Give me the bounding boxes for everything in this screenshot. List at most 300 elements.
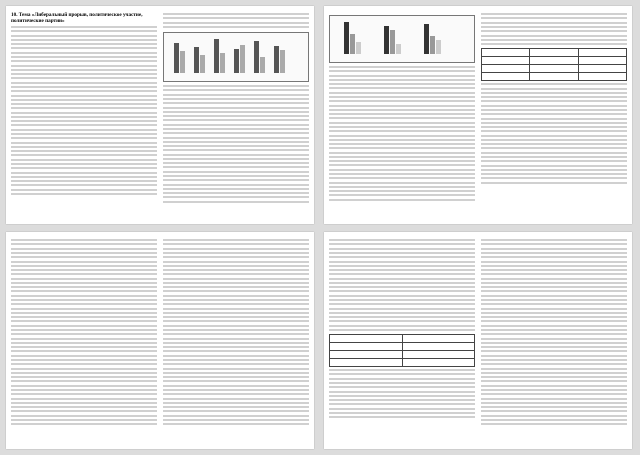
text-line <box>11 77 157 80</box>
text-line <box>11 107 157 110</box>
text-line <box>163 312 309 315</box>
text-line <box>481 177 627 180</box>
text-line <box>329 177 475 180</box>
text-line <box>163 419 309 422</box>
text-line <box>11 372 157 375</box>
text-line <box>481 303 627 306</box>
text-line <box>163 380 309 383</box>
page-2-right-column <box>481 12 627 220</box>
table-cell <box>578 73 626 81</box>
text-line <box>329 378 475 381</box>
chart-bar <box>390 30 395 54</box>
text-line <box>481 393 627 396</box>
text-line <box>481 248 627 251</box>
text-line <box>11 39 157 42</box>
text-line <box>163 333 309 336</box>
text-line <box>163 149 309 152</box>
chart-bar <box>344 22 349 54</box>
text-line <box>329 126 475 129</box>
text-line <box>163 350 309 353</box>
text-line <box>163 316 309 319</box>
text-line <box>163 196 309 199</box>
table-cell <box>330 359 403 367</box>
table-cell <box>530 57 578 65</box>
text-line <box>329 199 475 202</box>
text-line <box>11 385 157 388</box>
text-line <box>11 393 157 396</box>
text-line <box>481 165 627 168</box>
text-line <box>329 173 475 176</box>
text-line <box>11 295 157 298</box>
text-line <box>481 389 627 392</box>
text-line <box>11 47 157 50</box>
text-line <box>481 346 627 349</box>
text-line <box>481 113 627 116</box>
text-line <box>163 368 309 371</box>
text-line <box>481 122 627 125</box>
page-3-right-column <box>163 238 309 445</box>
table-cell <box>330 335 403 343</box>
text-line <box>481 350 627 353</box>
table-cell <box>482 49 530 57</box>
text-line <box>329 92 475 95</box>
text-line <box>329 143 475 146</box>
text-line <box>163 201 309 204</box>
text-line <box>11 180 157 183</box>
text-line <box>481 380 627 383</box>
text-line <box>163 372 309 375</box>
text-line <box>163 128 309 131</box>
text-line <box>329 139 475 142</box>
text-line <box>11 410 157 413</box>
chart-bar <box>180 51 185 73</box>
text-line <box>163 256 309 259</box>
text-line <box>11 69 157 72</box>
text-line <box>329 290 475 293</box>
text-line <box>11 73 157 76</box>
text-line <box>481 243 627 246</box>
text-line <box>329 117 475 120</box>
text-line <box>11 256 157 259</box>
text-line <box>163 188 309 191</box>
text-line <box>11 269 157 272</box>
text-line <box>481 423 627 426</box>
text-line <box>11 154 157 157</box>
text-line <box>11 325 157 328</box>
text-line <box>163 363 309 366</box>
text-line <box>481 83 627 86</box>
text-line <box>481 278 627 281</box>
text-line <box>163 346 309 349</box>
text-line <box>481 419 627 422</box>
text-line <box>481 169 627 172</box>
text-line <box>481 398 627 401</box>
text-line <box>163 179 309 182</box>
text-line <box>163 385 309 388</box>
text-line <box>329 239 475 242</box>
text-line <box>11 112 157 115</box>
text-line <box>481 359 627 362</box>
text-line <box>329 135 475 138</box>
text-line <box>11 376 157 379</box>
text-line <box>481 92 627 95</box>
text-line <box>329 152 475 155</box>
text-line <box>329 190 475 193</box>
text-line <box>481 316 627 319</box>
text-line <box>481 17 627 20</box>
text-line <box>329 286 475 289</box>
chart-bar <box>396 44 401 54</box>
text-line <box>163 295 309 298</box>
text-line <box>163 94 309 97</box>
text-line <box>11 120 157 123</box>
text-line <box>11 163 157 166</box>
text-line <box>11 239 157 242</box>
text-line <box>329 66 475 69</box>
text-line <box>163 423 309 426</box>
data-table <box>329 334 475 367</box>
text-line <box>481 126 627 129</box>
text-line <box>329 147 475 150</box>
text-line <box>163 17 309 20</box>
text-line <box>481 256 627 259</box>
page-2-left-column <box>329 12 475 220</box>
text-line <box>481 160 627 163</box>
text-line <box>481 252 627 255</box>
text-line <box>329 329 475 332</box>
chart-bar <box>356 42 361 54</box>
text-line <box>11 406 157 409</box>
text-line <box>11 419 157 422</box>
text-line <box>163 278 309 281</box>
text-line <box>163 290 309 293</box>
text-line <box>481 135 627 138</box>
text-line <box>11 189 157 192</box>
chart-bar <box>430 36 435 54</box>
table-cell <box>482 65 530 73</box>
text-line <box>481 35 627 38</box>
bar-chart-image <box>163 32 309 82</box>
text-line <box>11 252 157 255</box>
text-line <box>11 103 157 106</box>
text-line <box>329 408 475 411</box>
text-line <box>481 320 627 323</box>
data-table <box>481 48 627 81</box>
text-line <box>163 265 309 268</box>
text-line <box>329 312 475 315</box>
text-line <box>329 130 475 133</box>
text-line <box>11 278 157 281</box>
text-line <box>163 98 309 101</box>
text-line <box>163 261 309 264</box>
text-line <box>481 265 627 268</box>
text-line <box>163 171 309 174</box>
text-line <box>481 282 627 285</box>
text-line <box>329 403 475 406</box>
text-line <box>163 248 309 251</box>
text-line <box>11 380 157 383</box>
text-line <box>11 116 157 119</box>
text-line <box>481 312 627 315</box>
text-line <box>329 412 475 415</box>
text-line <box>11 338 157 341</box>
text-line <box>329 416 475 419</box>
text-line <box>481 13 627 16</box>
text-line <box>329 83 475 86</box>
text-line <box>329 243 475 246</box>
text-line <box>481 39 627 42</box>
text-line <box>11 350 157 353</box>
text-line <box>163 308 309 311</box>
text-line <box>481 26 627 29</box>
chart-bar <box>350 34 355 54</box>
text-line <box>481 290 627 293</box>
text-line <box>481 261 627 264</box>
table-cell <box>402 359 475 367</box>
text-line <box>329 105 475 108</box>
table-cell <box>530 49 578 57</box>
text-line <box>163 124 309 127</box>
text-line <box>481 100 627 103</box>
text-line <box>481 156 627 159</box>
chart-bar <box>254 41 259 73</box>
text-line <box>11 363 157 366</box>
text-line <box>329 122 475 125</box>
text-line <box>329 386 475 389</box>
text-line <box>11 86 157 89</box>
text-line <box>481 109 627 112</box>
text-line <box>163 89 309 92</box>
text-line <box>11 243 157 246</box>
text-line <box>163 13 309 16</box>
text-line <box>481 376 627 379</box>
text-line <box>11 52 157 55</box>
text-line <box>11 129 157 132</box>
text-line <box>11 43 157 46</box>
text-line <box>329 87 475 90</box>
text-line <box>11 159 157 162</box>
text-line <box>11 176 157 179</box>
text-line <box>163 398 309 401</box>
text-line <box>329 373 475 376</box>
text-line <box>329 320 475 323</box>
table-cell <box>578 57 626 65</box>
text-line <box>11 137 157 140</box>
text-line <box>481 105 627 108</box>
text-line <box>481 329 627 332</box>
page-3 <box>6 232 314 449</box>
text-line <box>11 273 157 276</box>
text-line <box>163 166 309 169</box>
text-line <box>163 184 309 187</box>
text-line <box>163 252 309 255</box>
text-line <box>11 342 157 345</box>
text-line <box>11 95 157 98</box>
page-1-right-column <box>163 12 309 220</box>
text-line <box>163 141 309 144</box>
text-line <box>11 303 157 306</box>
text-line <box>481 143 627 146</box>
text-line <box>329 156 475 159</box>
page-3-left-column <box>11 238 157 445</box>
text-line <box>481 372 627 375</box>
text-line <box>11 398 157 401</box>
text-line <box>329 164 475 167</box>
text-line <box>163 145 309 148</box>
text-line <box>329 79 475 82</box>
page-4-right-column <box>481 238 627 445</box>
text-line <box>163 282 309 285</box>
text-line <box>163 154 309 157</box>
text-line <box>163 299 309 302</box>
text-line <box>329 273 475 276</box>
text-line <box>11 415 157 418</box>
text-line <box>11 346 157 349</box>
chart-bar <box>424 24 429 54</box>
text-line <box>11 146 157 149</box>
text-line <box>11 248 157 251</box>
text-line <box>481 406 627 409</box>
text-line <box>481 130 627 133</box>
text-line <box>329 316 475 319</box>
chart-bar <box>274 46 279 73</box>
text-line <box>163 286 309 289</box>
text-line <box>329 248 475 251</box>
text-line <box>481 333 627 336</box>
text-line <box>329 113 475 116</box>
text-line <box>11 184 157 187</box>
text-line <box>11 90 157 93</box>
text-line <box>329 75 475 78</box>
text-line <box>329 182 475 185</box>
text-line <box>163 22 309 25</box>
text-line <box>163 402 309 405</box>
table-cell <box>530 73 578 81</box>
chart-bar <box>436 40 441 54</box>
text-line <box>11 150 157 153</box>
text-line <box>329 369 475 372</box>
text-line <box>481 415 627 418</box>
chart-bar <box>214 39 219 73</box>
text-line <box>329 265 475 268</box>
text-line <box>11 355 157 358</box>
text-line <box>329 382 475 385</box>
chart-bar <box>220 53 225 73</box>
text-line <box>11 359 157 362</box>
text-line <box>329 96 475 99</box>
text-line <box>329 391 475 394</box>
text-line <box>481 295 627 298</box>
text-line <box>481 299 627 302</box>
table-cell <box>402 335 475 343</box>
text-line <box>329 303 475 306</box>
text-line <box>329 194 475 197</box>
text-line <box>481 22 627 25</box>
text-line <box>329 278 475 281</box>
text-line <box>163 342 309 345</box>
page-2 <box>324 6 632 224</box>
text-line <box>481 43 627 46</box>
text-line <box>11 368 157 371</box>
text-line <box>11 167 157 170</box>
text-line <box>11 423 157 426</box>
text-line <box>11 65 157 68</box>
text-line <box>11 265 157 268</box>
chart-bar <box>280 50 285 73</box>
text-line <box>11 193 157 196</box>
text-line <box>11 60 157 63</box>
text-line <box>329 70 475 73</box>
text-line <box>481 30 627 33</box>
table-cell <box>482 57 530 65</box>
text-line <box>11 316 157 319</box>
text-line <box>481 139 627 142</box>
text-line <box>11 35 157 38</box>
text-line <box>163 415 309 418</box>
text-line <box>163 85 309 88</box>
text-line <box>163 406 309 409</box>
text-line <box>163 273 309 276</box>
table-cell <box>402 351 475 359</box>
text-line <box>481 96 627 99</box>
text-line <box>329 325 475 328</box>
text-line <box>329 261 475 264</box>
table-cell <box>578 49 626 57</box>
page-title: 10. Тема «Либеральный прорыв, политическое участие, политические партии» <box>11 12 143 24</box>
text-line <box>329 169 475 172</box>
text-line <box>11 286 157 289</box>
text-line <box>163 243 309 246</box>
text-line <box>11 389 157 392</box>
text-line <box>481 363 627 366</box>
text-line <box>11 333 157 336</box>
chart-bar <box>194 47 199 73</box>
text-line <box>163 325 309 328</box>
text-line <box>481 118 627 121</box>
text-line <box>481 273 627 276</box>
page-1-left-column <box>11 12 157 220</box>
page-4-left-column <box>329 238 475 445</box>
text-line <box>481 152 627 155</box>
text-line <box>163 338 309 341</box>
text-line <box>11 142 157 145</box>
chart-bar <box>234 49 239 73</box>
text-line <box>163 239 309 242</box>
text-line <box>329 269 475 272</box>
table-cell <box>330 351 403 359</box>
text-line <box>11 82 157 85</box>
text-line <box>163 111 309 114</box>
text-line <box>481 239 627 242</box>
text-line <box>329 299 475 302</box>
text-line <box>11 299 157 302</box>
text-line <box>481 342 627 345</box>
text-line <box>481 182 627 185</box>
text-line <box>163 303 309 306</box>
text-line <box>481 410 627 413</box>
text-line <box>481 147 627 150</box>
text-line <box>11 26 157 29</box>
text-line <box>11 99 157 102</box>
text-line <box>481 269 627 272</box>
text-line <box>11 30 157 33</box>
text-line <box>329 395 475 398</box>
text-line <box>329 252 475 255</box>
text-line <box>163 132 309 135</box>
text-line <box>163 376 309 379</box>
chart-bar <box>260 57 265 73</box>
page-1 <box>6 6 314 224</box>
